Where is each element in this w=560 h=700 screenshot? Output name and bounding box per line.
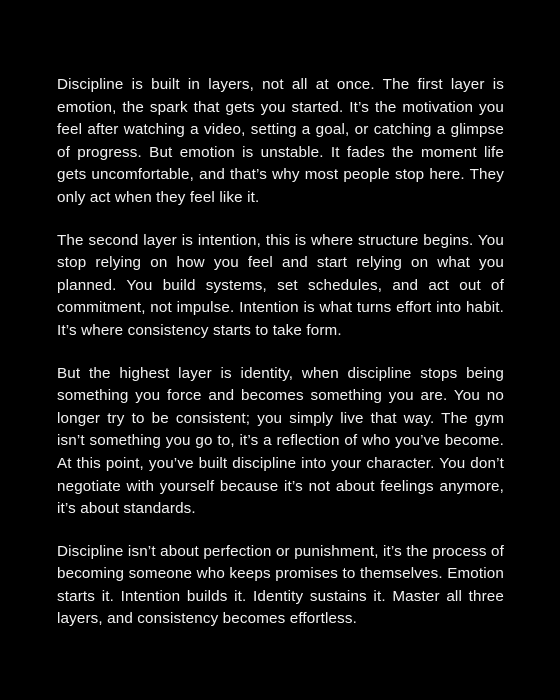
paragraph-identity: But the highest layer is identity, when discipline stops being something you force and becomes something you are. You no longer try to be consistent; you simply live that way. The gym isn’t something you go to, it’s a reflection of who you’ve become. At this point, you’ve built discipline into your character. You don’t negotiate with yourself because it’s not about feelings anymore, it’s about standards.	[57, 364, 504, 518]
paragraph-emotion: Discipline is built in layers, not all at once. The first layer is emotion, the spark that gets you started. It’s the motivation you feel after watching a video, setting a goal, or catching a glimpse of progress. But emotion is unstable. It fades the moment life gets uncomfortable, and that’s why most people stop here. They only act when they feel like it.	[57, 76, 504, 206]
paragraph-intention: The second layer is intention, this is where structure begins. You stop relying on how you feel and start relying on what you planned. You build systems, set schedules, and act out of commitment, not impulse. Intention is what turns effort into habit. It’s where consistency starts to take form.	[57, 231, 504, 339]
paragraph-conclusion: Discipline isn’t about perfection or punishment, it’s the process of becoming someone who keeps promises to themselves. Emotion starts it. Intention builds it. Identity sustains it. Master all three layers, and consistency becomes effortless.	[57, 542, 504, 628]
